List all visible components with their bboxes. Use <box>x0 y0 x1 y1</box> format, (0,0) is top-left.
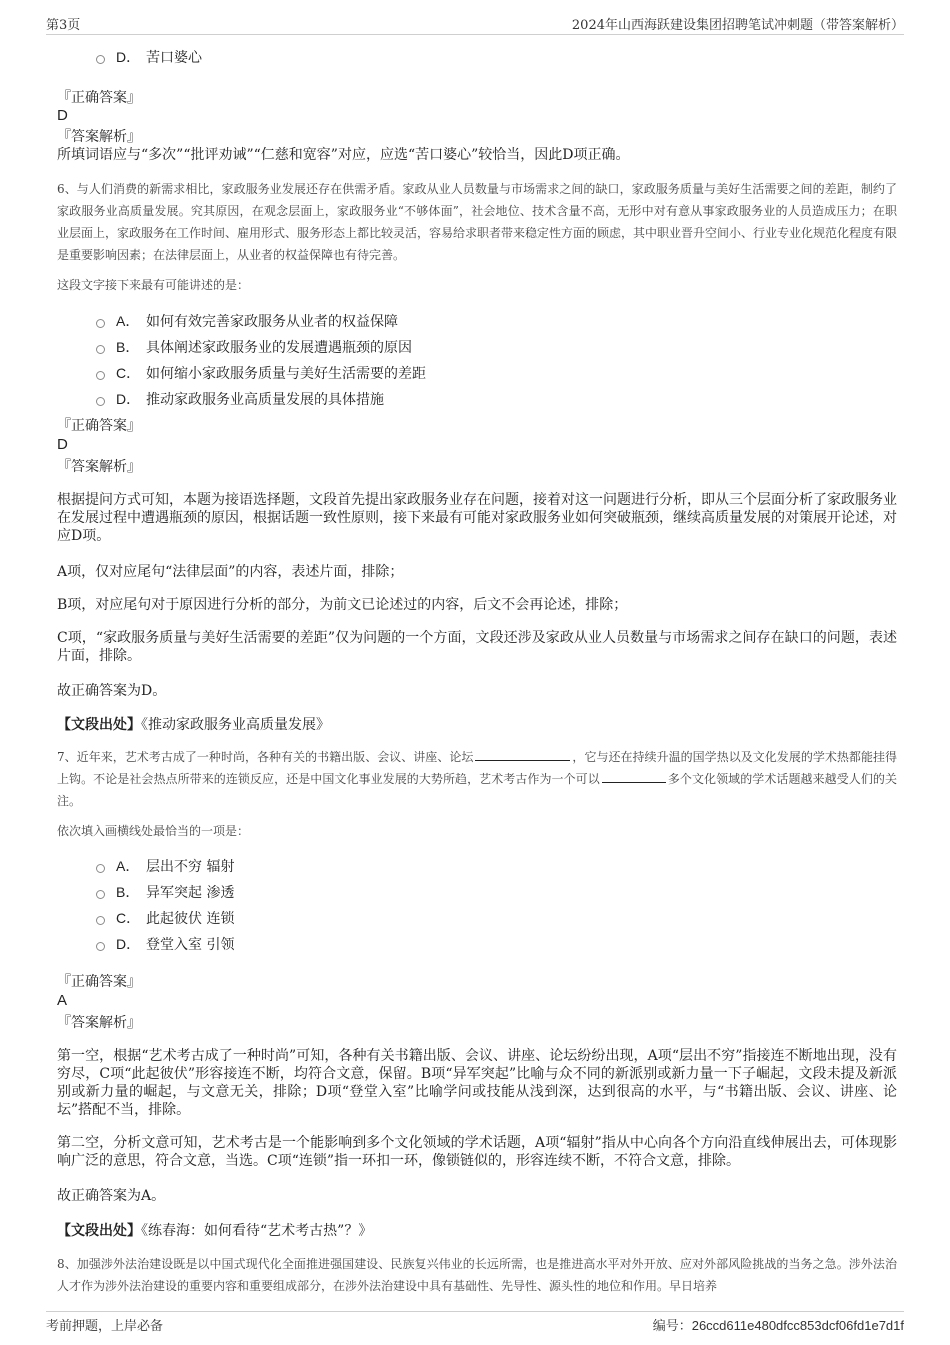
footer-slogan: 考前押题，上岸必备 <box>46 1319 164 1334</box>
option-text: 如何缩小家政服务质量与美好生活需要的差距 <box>146 366 426 382</box>
q7-answer: A <box>57 992 68 1009</box>
q6-option-a[interactable] <box>96 308 696 334</box>
q7-analysis-paragraph: 第二空，分析文意可知，艺术考古是一个能影响到多个文化领域的学术话题，A项“辐射”指从中心向各个方向沿直线伸展出去，可体现影响广泛的意思，符合文意，当选。C项“连锁”指一环扣一环，像锁链似的，形容连续不断，不符合文意，排除。 <box>57 1135 897 1169</box>
q5-options <box>96 44 696 70</box>
blank-line-1[interactable] <box>475 748 570 761</box>
q7-analysis-paragraph: 第一空，根据“艺术考古成了一种时尚”可知，各种有关书籍出版、会议、讲座、论坛纷纷出现，A项“层出不穷”指接连不断地出现，没有穷尽，C项“此起彼伏”形容接连不断，均符合文意，保留。B项“异军突起”比喻与众不同的新派别或新力量一下子崛起，文段未提及新派别或新力量的崛起，与文意无关，排除；D项“登堂入室”比喻学问或技能从浅到深，达到很高的水平，与“书籍出版、会议、讲座、论坛”搭配不当，排除。 <box>57 1048 897 1118</box>
option-text: 层出不穷 辐射 <box>146 859 235 875</box>
q7-source <box>57 1220 897 1240</box>
q6-option-c[interactable] <box>96 360 696 386</box>
q6-source <box>57 714 897 734</box>
q6-question: 这段文字接下来最有可能讲述的是： <box>57 278 250 292</box>
option-text: 异军突起 渗透 <box>146 885 235 901</box>
q6-answer-label: 『正确答案』 <box>57 418 141 434</box>
radio-icon[interactable] <box>96 55 105 64</box>
page-number: 第3页 <box>46 18 81 33</box>
option-text: 具体阐述家政服务业的发展遭遇瓶颈的原因 <box>146 340 412 356</box>
option-letter: D． <box>116 936 141 952</box>
radio-icon[interactable] <box>96 371 105 380</box>
q5-answer-label: 『正确答案』 <box>57 90 141 106</box>
q7-analysis-paragraph: 故正确答案为A。 <box>57 1188 166 1204</box>
radio-icon[interactable] <box>96 942 105 951</box>
option-letter: A． <box>116 313 140 329</box>
option-text: 登堂入室 引领 <box>146 937 235 953</box>
q8-stem: 8、加强涉外法治建设既是以中国式现代化全面推进强国建设、民族复兴伟业的长远所需，也是推进高水平对外开放、应对外部风险挑战的当务之急。涉外法治人才作为涉外法治建设的重要内容和重要组成部分，在涉外法治建设中具有基础性、先导性、源头性的地位和作用。早日培养 <box>57 1257 897 1293</box>
radio-icon[interactable] <box>96 397 105 406</box>
q6-options <box>96 308 696 412</box>
q6-answer: D <box>57 436 68 453</box>
document-title: 2024年山西海跃建设集团招聘笔试冲刺题（带答案解析） <box>571 18 904 33</box>
option-letter: A． <box>116 858 140 874</box>
source-label: 【文段出处】 <box>57 717 141 733</box>
page-header <box>46 12 904 35</box>
q7-stem: 7、近年来，艺术考古成了一种时尚，各种有关的书籍出版、会议、讲座、论坛 ，它与还在持续升温的国学热以及文化发展的学术热都能挂得上钩。不论是社会热点所带来的连锁反应，还是中国文化事业发展的大势所趋，艺术考古作为一个可以 多个文化领域的学术话题越来越受人们的关注。 <box>57 750 897 808</box>
q5-analysis-label: 『答案解析』 <box>57 129 141 145</box>
q7-options <box>96 853 696 957</box>
q7-option-d[interactable] <box>96 931 696 957</box>
option-text: 苦口婆心 <box>146 50 202 66</box>
q7-option-a[interactable] <box>96 853 696 879</box>
radio-icon[interactable] <box>96 345 105 354</box>
q5-answer: D <box>57 107 68 124</box>
q5-analysis: 所填词语应与“多次”“批评劝诫”“仁慈和宽容”对应，应选“苦口婆心”较恰当，因此D项正确。 <box>57 147 630 163</box>
blank-line-2[interactable] <box>602 770 666 783</box>
source-title: 《推动家政服务业高质量发展》 <box>141 717 330 733</box>
option-text: 推动家政服务业高质量发展的具体措施 <box>146 392 384 408</box>
q7-option-c[interactable] <box>96 905 696 931</box>
q6-analysis-paragraph: 故正确答案为D。 <box>57 683 167 699</box>
q7-answer-label: 『正确答案』 <box>57 974 141 990</box>
radio-icon[interactable] <box>96 319 105 328</box>
q6-analysis-paragraph: C项，“家政服务质量与美好生活需要的差距”仅为问题的一个方面，文段还涉及家政从业人员数量与市场需求之间存在缺口的问题，表述片面，排除。 <box>57 630 897 664</box>
option-letter: C． <box>116 365 141 381</box>
q7-option-b[interactable] <box>96 879 696 905</box>
option-text: 如何有效完善家政服务从业者的权益保障 <box>146 314 398 330</box>
q6-option-b[interactable] <box>96 334 696 360</box>
option-letter: B． <box>116 884 140 900</box>
source-label: 【文段出处】 <box>57 1223 141 1239</box>
document-code: 编号：26ccd611e480dfcc853dcf06fd1e7d1f <box>652 1318 904 1333</box>
radio-icon[interactable] <box>96 890 105 899</box>
option-letter: B． <box>116 339 140 355</box>
q6-analysis-label: 『答案解析』 <box>57 459 141 475</box>
q6-option-d[interactable] <box>96 386 696 412</box>
q6-analysis-paragraph: A项，仅对应尾句“法律层面”的内容，表述片面，排除； <box>57 564 404 580</box>
radio-icon[interactable] <box>96 864 105 873</box>
radio-icon[interactable] <box>96 916 105 925</box>
option-text: 此起彼伏 连锁 <box>146 911 235 927</box>
q6-analysis-paragraph: B项，对应尾句对于原因进行分析的部分，为前文已论述过的内容，后文不会再论述，排除； <box>57 597 628 613</box>
source-title: 《练春海：如何看待“艺术考古热”？》 <box>141 1223 373 1239</box>
q7-question: 依次填入画横线处最恰当的一项是： <box>57 824 250 838</box>
option-letter: D． <box>116 391 141 407</box>
q5-option-d[interactable] <box>96 44 696 70</box>
page-footer <box>46 1311 904 1336</box>
option-letter: D． <box>116 49 141 65</box>
q7-analysis-label: 『答案解析』 <box>57 1015 141 1031</box>
option-letter: C． <box>116 910 141 926</box>
q6-analysis-paragraph: 根据提问方式可知，本题为接语选择题，文段首先提出家政服务业存在问题，接着对这一问题进行分析，即从三个层面分析了家政服务业在发展过程中遭遇瓶颈的原因，根据话题一致性原则，接下来最有可能对家政服务业如何突破瓶颈，继续高质量发展的对策展开论述，对应D项。 <box>57 492 897 544</box>
q6-stem: 6、与人们消费的新需求相比，家政服务业发展还存在供需矛盾。家政从业人员数量与市场需求之间的缺口，家政服务质量与美好生活需要之间的差距，制约了家政服务业高质量发展。究其原因，在观念层面上，家政服务业“不够体面”，社会地位、技术含量不高，无形中对有意从事家政服务业的人员造成压力；在职业层面上，家政服务在工作时间、雇用形式、服务形态上都比较灵活，容易给求职者带来稳定性方面的顾虑，其中职业晋升空间小、行业专业化规范化程度有限是重要影响因素；在法律层面上，从业者的权益保障也有待完善。 <box>57 182 898 262</box>
